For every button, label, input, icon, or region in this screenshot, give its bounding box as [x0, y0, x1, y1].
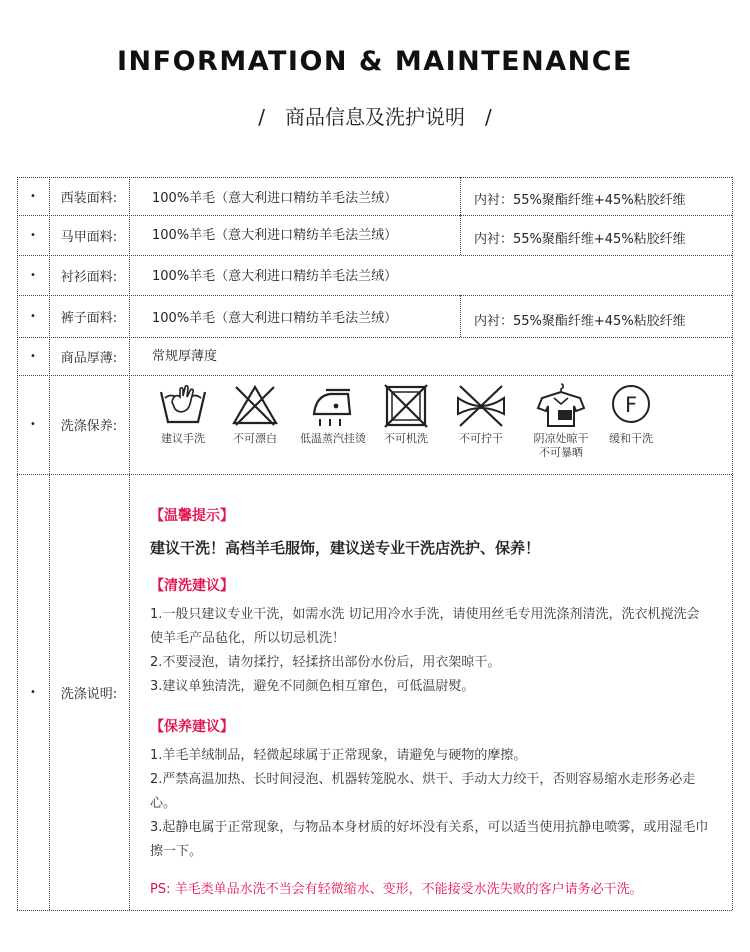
- thickness-value: 常规厚薄度: [152, 348, 218, 364]
- pants-lining-value: 内衬：55%聚酯纤维+45%粘胶纤维: [474, 313, 686, 329]
- no-bleach-icon: [230, 382, 280, 428]
- shirt-fabric-label: 衬衫面料:: [60, 269, 118, 285]
- care-caption: 建议手洗: [161, 432, 205, 445]
- tip-title: 【温馨提示】: [150, 508, 234, 524]
- row-bullet: •: [30, 190, 36, 202]
- care-label: 洗涤保养:: [60, 419, 118, 434]
- clean-title: 【清洗建议】: [150, 578, 234, 594]
- suit-fabric-label: 西装面料:: [60, 190, 118, 206]
- care-caption: 阴凉处晾干: [533, 432, 589, 445]
- steam-iron-icon: [306, 382, 360, 428]
- notes-label: 洗涤说明:: [60, 686, 118, 702]
- care-item: [441, 382, 521, 446]
- table-divider: [732, 177, 733, 910]
- page-title-cn-text: 商品信息及洗护说明: [285, 105, 465, 129]
- care-note-item: 3.起静电属于正常现象，与物品本身材质的好坏没有关系，可以适当使用抗静电喷雾，或用湿毛巾擦一下。: [150, 820, 709, 859]
- row-bullet: •: [30, 310, 36, 322]
- no-machine-wash-icon: [381, 382, 431, 428]
- care-title: 【保养建议】: [150, 719, 234, 735]
- clean-item: 2.不要浸泡，请勿揉拧，轻揉挤出部份水份后，用衣架晾干。: [150, 655, 501, 670]
- pants-fabric-label: 裤子面料:: [60, 310, 118, 326]
- title-slash-right: /: [485, 105, 492, 129]
- table-divider: [129, 177, 130, 910]
- care-item: [143, 382, 223, 446]
- row-bullet: •: [30, 269, 36, 281]
- row-bullet: •: [30, 350, 36, 362]
- care-caption: 不可机洗: [384, 432, 428, 445]
- care-note-item: 2.严禁高温加热、长时间浸泡、机器转笼脱水、烘干、手动大力绞干，否则容易缩水走形务必走心。: [150, 772, 696, 811]
- thickness-label: 商品厚薄:: [60, 350, 118, 366]
- clean-item: 1.一般只建议专业干洗，如需水洗 切记用冷水手洗，请使用丝毛专用洗涤剂清洗，洗衣机搅洗会使羊毛产品毡化，所以切忌机洗！: [150, 607, 700, 646]
- suit-fabric-value: 100%羊毛（意大利进口精纺羊毛法兰绒）: [152, 190, 398, 206]
- suit-lining-value: 内衬：55%聚酯纤维+45%粘胶纤维: [474, 192, 686, 208]
- table-divider: [460, 177, 461, 215]
- care-caption-2: 不可暴晒: [539, 446, 583, 459]
- shirt-fabric-value: 100%羊毛（意大利进口精纺羊毛法兰绒）: [152, 268, 398, 284]
- table-divider: [460, 295, 461, 337]
- care-item: [591, 382, 671, 446]
- pants-fabric-value: 100%羊毛（意大利进口精纺羊毛法兰绒）: [152, 310, 398, 326]
- dry-clean-letter: F: [624, 393, 638, 417]
- care-item: [215, 382, 295, 446]
- wash-notes: [150, 505, 710, 897]
- care-caption: 低温蒸汽挂烫: [300, 432, 366, 445]
- table-divider: [17, 910, 732, 911]
- ps-note: PS: 羊毛类单品水洗不当会有轻微缩水、变形，不能接受水洗失败的客户请务必干洗。: [150, 882, 643, 897]
- row-bullet: •: [30, 229, 36, 241]
- row-bullet: •: [30, 686, 36, 698]
- care-item: [293, 382, 373, 446]
- table-divider: [460, 215, 461, 255]
- vest-fabric-value: 100%羊毛（意大利进口精纺羊毛法兰绒）: [152, 227, 398, 243]
- vest-lining-value: 内衬：55%聚酯纤维+45%粘胶纤维: [474, 231, 686, 247]
- clean-item: 3.建议单独清洗，避免不同颜色相互窜色，可低温尉熨。: [150, 679, 475, 694]
- no-wring-icon: [454, 382, 508, 428]
- page-title-cn: [0, 101, 750, 130]
- care-item: [521, 382, 601, 460]
- row-bullet: •: [30, 419, 36, 430]
- care-note-item: 1.羊毛羊绒制品，轻微起球属于正常现象，请避免与硬物的摩擦。: [150, 748, 527, 763]
- page-title-en: INFORMATION & MAINTENANCE: [117, 46, 633, 77]
- tip-text: 建议干洗！高档羊毛服饰，建议送专业干洗店洗护、保养！: [150, 539, 541, 557]
- gentle-dry-clean-icon: [606, 382, 656, 428]
- care-item: [366, 382, 446, 446]
- hand-wash-icon: [158, 382, 208, 428]
- care-caption: 不可漂白: [233, 432, 277, 445]
- care-caption: 缓和干洗: [609, 432, 653, 445]
- shade-dry-icon: [534, 382, 588, 428]
- vest-fabric-label: 马甲面料:: [60, 229, 118, 245]
- title-slash-left: /: [258, 105, 265, 129]
- care-caption: 不可拧干: [459, 432, 503, 445]
